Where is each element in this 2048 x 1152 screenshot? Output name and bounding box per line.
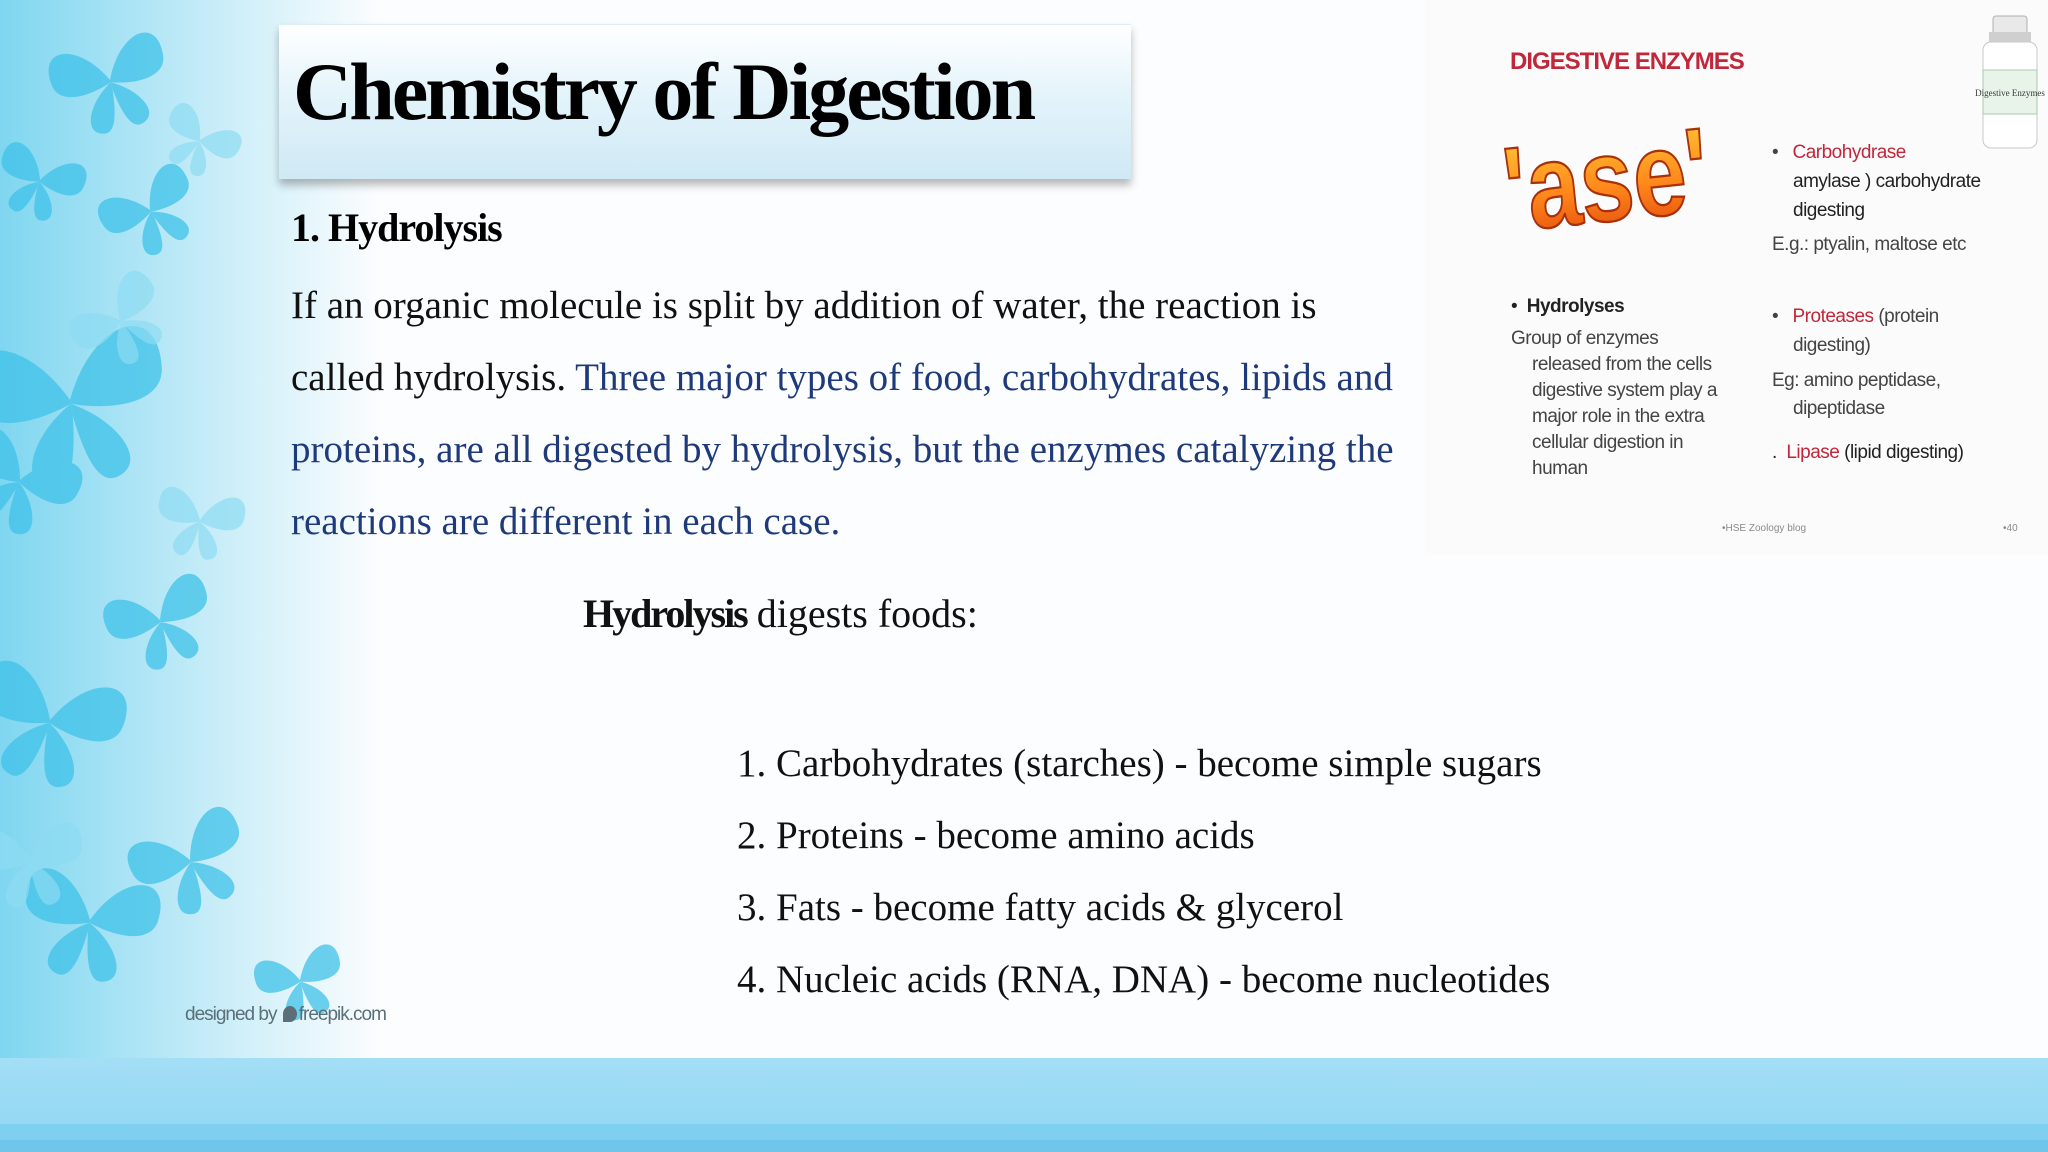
list-item: 4. Nucleic acids (RNA, DNA) - become nucleotides <box>737 958 1551 1001</box>
enzymes-image: DIGESTIVE ENZYMES 'ase' Digestive Enzymes • Carbohydrase amylase ) carbohydrate digesting E.g.: ptyalin, maltose etc • Proteases (protein digesting) Eg: amino peptidase, dipeptidase . Lipase (lipid digesting) • Hydrolyses Group of enzymes released from the cells digestive system play a major role in the extra cellular digestion in human •HSE Zoology blog •40 <box>1425 0 2048 555</box>
carbohydrase-line: digesting <box>1793 200 1865 221</box>
hydrolyses-line: released from the cells <box>1532 354 1712 375</box>
lipase-label: Lipase <box>1786 442 1840 463</box>
slide-title: Chemistry of Digestion <box>293 46 1034 137</box>
proteases-rest: (protein <box>1873 306 1939 327</box>
image-credit: •HSE Zoology blog <box>1722 523 1807 534</box>
image-page-number: •40 <box>2003 523 2018 534</box>
list-item: 1. Carbohydrates (starches) - become simple sugars <box>737 742 1542 785</box>
hydrolysis-paragraph <box>291 270 1411 558</box>
bottom-band <box>0 1058 2048 1152</box>
carbohydrase-line: amylase ) carbohydrate <box>1793 171 1981 192</box>
enzymes-title: DIGESTIVE ENZYMES <box>1510 48 1744 75</box>
proteases-example: Eg: amino peptidase, <box>1772 370 1941 391</box>
section-heading: 1. Hydrolysis <box>291 205 502 250</box>
freepik-leaf-icon <box>283 1006 297 1022</box>
digests-rest: digests foods: <box>746 591 978 636</box>
proteases-example-2: dipeptidase <box>1793 398 1885 419</box>
carbohydrase-example: E.g.: ptyalin, maltose etc <box>1772 234 1966 255</box>
proteases-line: digesting) <box>1793 335 1871 356</box>
paragraph-definition: If an organic molecule is split by addition of water, the reaction is called hydrolysis. <box>291 284 1317 399</box>
credit-suffix: freepik.com <box>298 1004 386 1025</box>
bottle-label: Digestive Enzymes <box>1975 88 2045 98</box>
carbohydrase-label: Carbohydrase <box>1792 142 1906 163</box>
list-item: 2. Proteins - become amino acids <box>737 814 1255 857</box>
credit-prefix: designed by <box>185 1004 277 1025</box>
hydrolyses-line: digestive system play a <box>1532 380 1717 401</box>
paragraph-food-types: Three major types of food, carbohydrates, lipids and proteins, are all digested by hydrolysis, but the enzymes catalyzing the reactions are different in each case. <box>291 356 1394 543</box>
hydrolyses-heading: Hydrolyses <box>1526 296 1625 317</box>
proteases-label: Proteases <box>1792 306 1874 327</box>
designer-credit <box>185 1004 386 1026</box>
bottom-stripe <box>0 1124 2048 1140</box>
enzyme-bottle <box>1975 14 2045 150</box>
bottom-stripe-dark <box>0 1140 2048 1152</box>
hydrolyses-line: human <box>1532 458 1588 479</box>
hydrolyses-line: Group of enzymes <box>1511 328 1659 349</box>
list-item: 3. Fats - become fatty acids & glycerol <box>737 886 1344 929</box>
hydrolyses-line: cellular digestion in <box>1532 432 1684 453</box>
title-box <box>279 24 1131 179</box>
digests-line <box>583 590 978 637</box>
products-list <box>737 728 1550 1016</box>
ase-word: 'ase' <box>1497 102 1716 257</box>
lipase-rest: (lipid digesting) <box>1839 442 1964 463</box>
hydrolyses-line: major role in the extra <box>1532 406 1705 427</box>
digests-bold: Hydrolysis <box>583 591 747 636</box>
ase-logo <box>1497 92 1716 257</box>
